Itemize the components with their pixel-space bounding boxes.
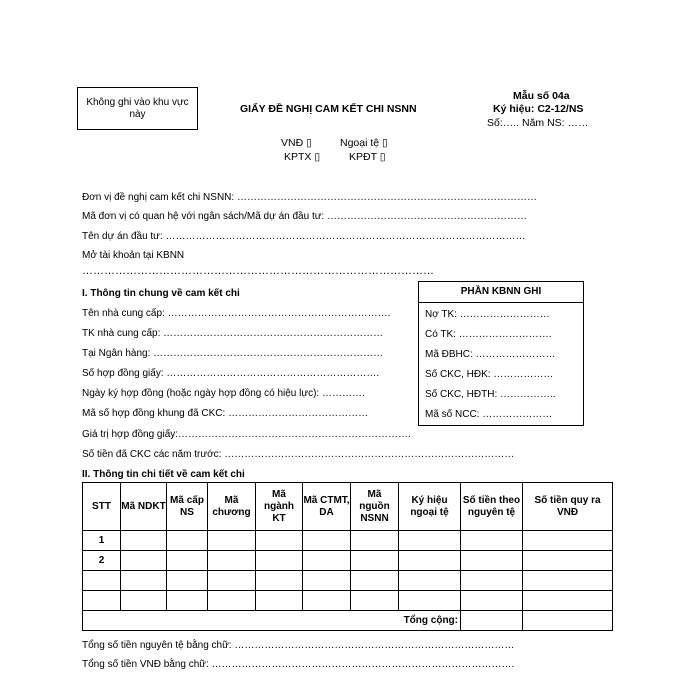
column-header: Mã nguồn NSNN [351,483,399,531]
table-cell[interactable] [121,551,167,571]
checkbox-foreign-currency[interactable] [340,137,388,149]
table-total-row [83,611,613,631]
table-row [83,571,613,591]
field-total-vnd-words[interactable]: Tổng số tiền VNĐ bằng chữ: ………………………………………………………………………………. [82,659,515,670]
reserved-area-note: Không ghi vào khu vực này [86,96,189,120]
table-cell[interactable] [351,551,399,571]
table-cell[interactable] [461,571,523,591]
kbnn-supplier-code[interactable]: Mã số NCC: ………………… [425,409,553,420]
field-project-name[interactable]: Tên dự án đầu tư: ……………………………………………………………………………………………… [82,231,526,242]
table-cell[interactable] [303,531,351,551]
section-1-heading: I. Thông tin chung về cam kết chi [82,288,240,299]
table-cell[interactable] [208,591,256,611]
reserved-area-box [77,87,198,130]
table-cell[interactable] [256,531,303,551]
column-header: Mã ngành KT [256,483,303,531]
table-cell[interactable] [303,591,351,611]
table-cell[interactable] [121,591,167,611]
field-contract-number[interactable]: Số hợp đồng giấy: ………………………………………………………. [82,368,380,379]
table-cell[interactable] [399,591,461,611]
column-header: Mã chương [208,483,256,531]
total-label: Tổng cộng: [83,611,461,631]
table-cell[interactable] [83,571,121,591]
table-cell[interactable] [523,531,613,551]
table-cell[interactable] [167,531,208,551]
kbnn-credit-account[interactable]: Có TK: ………………………. [425,329,552,340]
checkbox-icon: ▯ [379,151,386,163]
kbnn-admin-unit-code[interactable]: Mã ĐBHC: …………………… [425,349,556,360]
kbnn-ckc-hdk[interactable]: Số CKC, HĐK: ……………… [425,369,554,380]
kbnn-section-box [418,281,584,426]
table-cell[interactable] [208,531,256,551]
table-cell[interactable] [461,531,523,551]
field-supplier-account[interactable]: TK nhà cung cấp: ………………………………………………………… [82,328,384,339]
table-cell[interactable] [303,551,351,571]
checkbox-kptx-label: KPTX [284,151,312,163]
checkbox-kpdt-label: KPĐT [349,151,377,163]
detail-table [82,482,613,631]
table-header-row [83,483,613,531]
total-vnd[interactable] [523,611,613,631]
table-cell: 1 [83,531,121,551]
field-unit-code[interactable]: Mã đơn vị có quan hệ với ngân sách/Mã dự án đầu tư: …………………………………………………… [82,211,527,222]
table-cell[interactable] [523,571,613,591]
table-row [83,551,613,571]
kbnn-debit-account[interactable]: Nợ TK: ……………………… [425,309,550,320]
field-account-dotline[interactable]: …………………………………………………………………………………… [82,265,434,277]
field-requesting-unit[interactable]: Đơn vị đề nghị cam kết chi NSNN: ……………………………………………………………………………… [82,192,537,203]
table-cell[interactable] [167,551,208,571]
table-cell[interactable] [351,591,399,611]
checkbox-vnd-label: VNĐ [281,137,304,149]
table-cell[interactable] [167,571,208,591]
form-title: GIẤY ĐỀ NGHỊ CAM KẾT CHI NSNN [240,103,417,115]
table-cell[interactable] [399,531,461,551]
table-cell[interactable] [523,591,613,611]
column-header: Mã NDKT [121,483,167,531]
table-cell[interactable] [461,551,523,571]
table-row [83,591,613,611]
total-original-currency[interactable] [461,611,523,631]
table-cell[interactable] [83,591,121,611]
table-cell[interactable] [256,591,303,611]
checkbox-foreign-label: Ngoại tệ [340,137,380,149]
table-cell[interactable] [399,571,461,591]
table-cell[interactable] [121,531,167,551]
field-bank[interactable]: Tại Ngân hàng: …………………………………………………………… [82,348,384,359]
form-code: Mẫu số 04a [513,90,570,102]
table-cell[interactable] [351,571,399,591]
column-header: Số tiền theo nguyên tệ [461,483,523,531]
number-year-field: Số:….. Năm NS: …… [487,117,589,129]
table-cell[interactable] [256,571,303,591]
table-cell[interactable] [208,571,256,591]
table-cell[interactable] [523,551,613,571]
field-contract-date[interactable]: Ngày ký hợp đồng (hoặc ngày hợp đồng có hiệu lực): …………. [82,388,365,399]
kbnn-heading: PHẦN KBNN GHI [419,282,583,303]
checkbox-kptx[interactable] [284,151,320,163]
field-total-foreign-words[interactable]: Tổng số tiền nguyên tệ bằng chữ: ………………………………………………………………………… [82,640,515,651]
column-header: Mã CTMT, DA [303,483,351,531]
checkbox-icon: ▯ [314,151,321,163]
table-cell[interactable] [121,571,167,591]
table-cell[interactable] [208,551,256,571]
checkbox-icon: ▯ [382,137,388,149]
table-cell[interactable] [461,591,523,611]
column-header: Mã cấp NS [167,483,208,531]
section-2-heading: II. Thông tin chi tiết về cam kết chi [82,469,245,480]
form-symbol: Ký hiệu: C2-12/NS [493,103,584,115]
table-cell[interactable] [256,551,303,571]
table-cell: 2 [83,551,121,571]
field-framework-contract-code[interactable]: Mã số hợp đồng khung đã CKC: …………………………………… [82,408,369,419]
field-account-kbnn: Mở tài khoản tại KBNN [82,250,185,261]
table-row [83,531,613,551]
field-supplier-name[interactable]: Tên nhà cung cấp: …………………………………………………………. [82,308,391,319]
kbnn-ckc-hdth[interactable]: Số CKC, HĐTH: …………….. [425,389,556,400]
table-cell[interactable] [303,571,351,591]
table-cell[interactable] [351,531,399,551]
field-contract-value[interactable]: Giá trị hợp đồng giấy:……………………………………………………………. [82,429,411,440]
checkbox-icon: ▯ [306,137,312,149]
column-header: STT [83,483,121,531]
field-prior-ckc-amount[interactable]: Số tiền đã CKC các năm trước: …………………………………………………………………………… [82,449,515,460]
checkbox-vnd[interactable] [281,137,312,149]
column-header: Ký hiệu ngoại tệ [399,483,461,531]
column-header: Số tiền quy ra VNĐ [523,483,613,531]
table-cell[interactable] [167,591,208,611]
table-cell[interactable] [399,551,461,571]
checkbox-kpdt[interactable] [349,151,386,163]
